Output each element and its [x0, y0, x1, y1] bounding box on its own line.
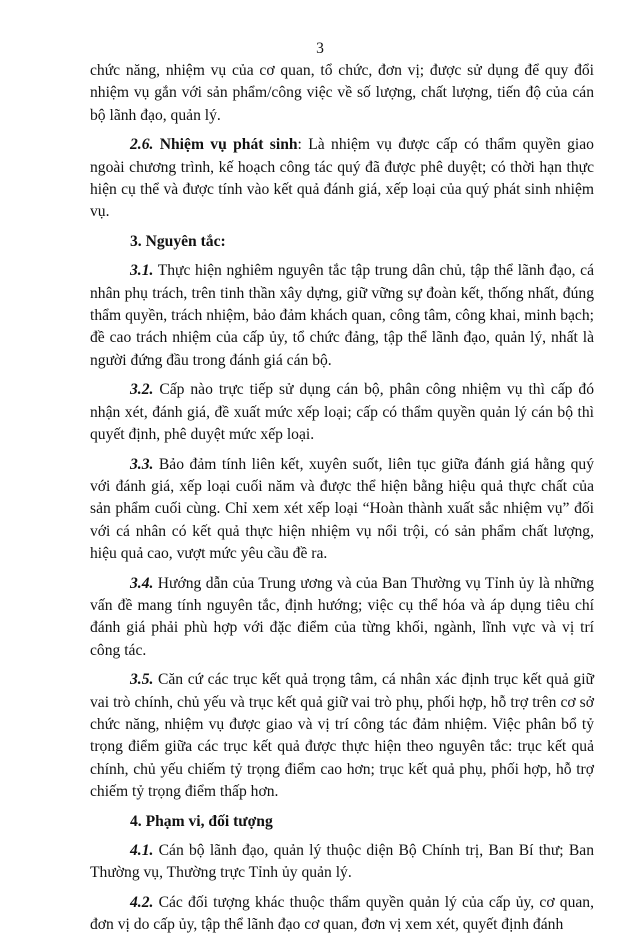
document-body — [90, 60, 594, 944]
heading-4: 4. Phạm vi, đối tượng — [130, 812, 273, 830]
item-label: 3.5. — [130, 671, 154, 689]
item-3-3 — [90, 454, 594, 566]
item-label: 3.2. — [130, 381, 154, 399]
item-3-4 — [90, 573, 594, 663]
section-label: 2.6. — [130, 136, 154, 154]
item-text: Căn cứ các trục kết quả trọng tâm, cá nhân xác định trục kết quả giữ vai trò chính, chủ yếu và trục kết quả giữ vai trò phụ, phối hợp, hỗ trợ trên cơ sở chức năng, nhiệm vụ được giao và vị trí công tác đảm nhiệm. Việc phân bổ tỷ trọng điểm giữa các trục kết quả được thực hiện theo nguyên tắc: trục kết quả chính, chủ yếu chiếm tỷ trọng điểm cao hơn; trục kết quả phụ, phối hợp, hỗ trợ chiếm tỷ trọng điểm thấp hơn. — [90, 671, 594, 801]
item-text: Cán bộ lãnh đạo, quản lý thuộc diện Bộ Chính trị, Ban Bí thư; Ban Thường vụ, Thường trực Tỉnh ủy quản lý. — [90, 842, 594, 882]
item-text: Hướng dẫn của Trung ương và của Ban Thường vụ Tỉnh ủy là những vấn đề mang tính nguyên tắc, định hướng; việc cụ thể hóa và áp dụng tiêu chí đánh giá phải phù hợp với đặc điểm của từng khối, ngành, lĩnh vực và vị trí công tác. — [90, 574, 594, 659]
item-text: Các đối tượng khác thuộc thẩm quyền quản lý của cấp ủy, cơ quan, đơn vị do cấp ủy, tập thể lãnh đạo cơ quan, đơn vị xem xét, quyết định đánh — [90, 893, 594, 934]
section-text: : Là nhiệm vụ được cấp có thẩm quyền giao ngoài chương trình, kế hoạch công tác quý đã được phê duyệt; có thời hạn thực hiện cụ thể và được tính vào kết quả đánh giá, xếp loại của quý phát sinh nhiệm vụ. — [90, 136, 594, 221]
item-label: 3.3. — [130, 455, 154, 473]
heading-3: 3. Nguyên tắc: — [130, 232, 226, 250]
item-3-2 — [90, 379, 594, 446]
section-term: Nhiệm vụ phát sinh — [159, 136, 298, 154]
item-text: Bảo đảm tính liên kết, xuyên suốt, liên tục giữa đánh giá hằng quý với đánh giá, xếp loại cuối năm và được thể hiện bằng hiệu quả thực chất của sản phẩm cuối cùng. Chỉ xem xét xếp loại “Hoàn thành xuất sắc nhiệm vụ” đối với cá nhân có kết quả thực hiện nhiệm vụ nổi trội, có sản phẩm chất lượng, hiệu quả cao, vượt mức yêu cầu đề ra. — [90, 455, 594, 563]
item-text: Thực hiện nghiêm nguyên tắc tập trung dân chủ, tập thể lãnh đạo, cá nhân phụ trách, trên tinh thần xây dựng, giữ vững sự đoàn kết, thống nhất, đúng thẩm quyền, trách nhiệm, bảo đảm khách quan, công tâm, công khai, minh bạch; đề cao trách nhiệm của cấp ủy, tổ chức đảng, tập thể lãnh đạo, quản lý, nhất là người đứng đầu trong đánh giá cán bộ. — [90, 262, 594, 369]
item-3-1 — [90, 260, 594, 372]
item-4-1 — [90, 840, 594, 885]
page-number: 3 — [316, 40, 324, 57]
item-label: 3.4. — [130, 574, 154, 592]
item-label: 3.1. — [130, 262, 154, 280]
item-label: 4.2. — [130, 893, 154, 911]
item-text: Cấp nào trực tiếp sử dụng cán bộ, phân công nhiệm vụ thì cấp đó nhận xét, đánh giá, đề xuất mức xếp loại; cấp có thẩm quyền quản lý cán bộ thì quyết định, phê duyệt mức xếp loại. — [90, 381, 594, 444]
item-label: 4.1. — [130, 842, 154, 859]
intro-paragraph: chức năng, nhiệm vụ của cơ quan, tổ chức, đơn vị; được sử dụng để quy đổi nhiệm vụ gắn với sản phẩm/công việc về số lượng, chất lượng, tiến độ của cán bộ lãnh đạo, quản lý. — [90, 62, 594, 124]
item-3-5 — [90, 669, 594, 803]
item-4-2 — [90, 892, 594, 937]
section-2-6 — [90, 134, 594, 224]
